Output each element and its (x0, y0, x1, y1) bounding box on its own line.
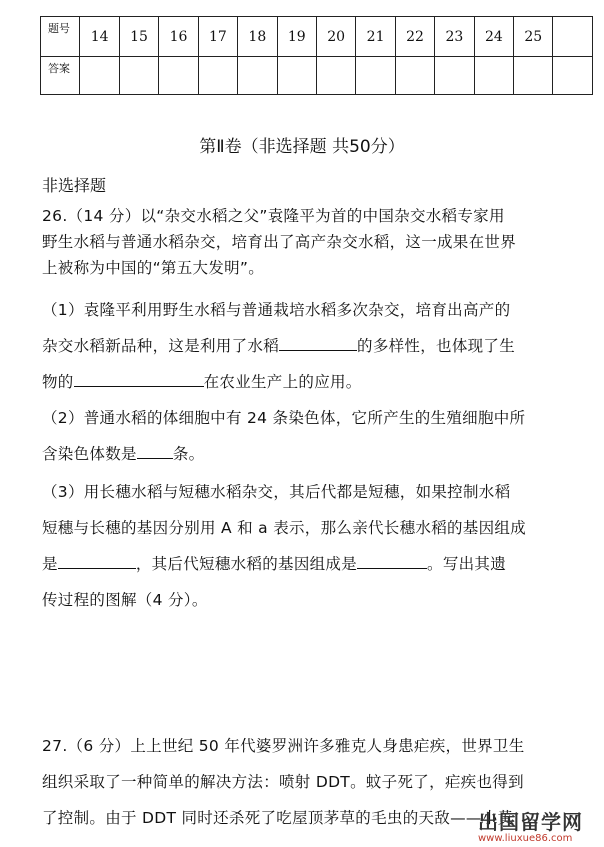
question-number: 17 (198, 17, 237, 57)
q27-line: 组织采取了一种简单的解决方法：喷射 DDT。蚊子死了，疟疾也得到 (42, 773, 524, 791)
q26-line: 26.（14 分）以“杂交水稻之父”袁隆平为首的中国杂交水稻专家用 (42, 207, 505, 225)
text: 在农业生产上的应用。 (203, 373, 362, 391)
answer-cell[interactable] (514, 57, 553, 95)
question-number: 24 (474, 17, 513, 57)
q26-part2-line: （2）普通水稻的体细胞中有 24 条染色体，它所产生的生殖细胞中所 (42, 409, 526, 427)
logo-text: 出国留学网 (478, 810, 583, 834)
fill-blank[interactable] (279, 335, 357, 351)
answer-table (40, 16, 593, 95)
answer-cell[interactable] (316, 57, 355, 95)
q26-part3-line (42, 552, 506, 574)
answer-cell[interactable] (474, 57, 513, 95)
text: 含染色体数是 (42, 445, 137, 463)
q26-part3-line: 短穗与长穗的基因分别用 A 和 a 表示，那么亲代长穗水稻的基因组成 (42, 519, 527, 537)
row-label-answer: 答案 (41, 57, 80, 95)
answer-cell[interactable] (80, 57, 119, 95)
q26-part3-line: 传过程的图解（4 分）。 (42, 591, 208, 609)
text: 是 (42, 555, 58, 573)
answer-cell[interactable] (198, 57, 237, 95)
question-number: 18 (238, 17, 277, 57)
answer-cell[interactable] (159, 57, 198, 95)
fill-blank[interactable] (74, 371, 204, 387)
answer-cell[interactable] (119, 57, 158, 95)
text: 物的 (42, 373, 74, 391)
question-number: 14 (80, 17, 119, 57)
q26-part2-line (42, 442, 204, 464)
text: 的多样性，也体现了生 (357, 337, 516, 355)
q26-part3-line: （3）用长穗水稻与短穗水稻杂交，其后代都是短穗，如果控制水稻 (42, 483, 511, 501)
q26-line: 上被称为中国的“第五大发明”。 (42, 259, 265, 277)
fill-blank[interactable] (58, 553, 136, 569)
question-number: 21 (356, 17, 395, 57)
q26-part1-line (42, 334, 515, 356)
q26-part1-line (42, 370, 362, 392)
answer-cell[interactable] (395, 57, 434, 95)
q27-line: 27.（6 分）上上世纪 50 年代婆罗洲许多雅克人身患疟疾，世界卫生 (42, 737, 525, 755)
question-number: 15 (119, 17, 158, 57)
answer-cell[interactable] (435, 57, 474, 95)
text: 。写出其遗 (427, 555, 507, 573)
answer-row (41, 57, 593, 95)
fill-blank[interactable] (137, 443, 173, 459)
answer-cell[interactable] (277, 57, 316, 95)
section-title: 第Ⅱ卷（非选择题 共50分） (199, 137, 405, 157)
question-number: 19 (277, 17, 316, 57)
question-number: 16 (159, 17, 198, 57)
q26-part1-line: （1）袁隆平利用野生水稻与普通栽培水稻多次杂交，培育出高产的 (42, 301, 511, 319)
question-number: 23 (435, 17, 474, 57)
text: 条。 (172, 445, 205, 463)
q26-line: 野生水稻与普通水稻杂交，培育出了高产杂交水稻，这一成果在世界 (42, 233, 517, 251)
question-number-row (41, 17, 593, 57)
question-number: 25 (514, 17, 553, 57)
answer-cell[interactable] (553, 57, 593, 95)
row-label-number: 题号 (41, 17, 80, 57)
site-watermark-logo (478, 806, 600, 844)
q27-line: 了控制。由于 DDT 同时还杀死了吃屋顶茅草的毛虫的天敌——小黄 (42, 809, 514, 827)
fill-blank[interactable] (357, 553, 427, 569)
answer-cell[interactable] (356, 57, 395, 95)
text: ，其后代短穗水稻的基因组成是 (135, 555, 358, 573)
sub-heading: 非选择题 (42, 176, 107, 195)
question-number: 22 (395, 17, 434, 57)
answer-cell[interactable] (238, 57, 277, 95)
logo-url: www.liuxue86.com (478, 833, 573, 844)
question-number: 20 (316, 17, 355, 57)
empty-cell (553, 17, 593, 57)
text: 杂交水稻新品种，这是利用了水稻 (42, 337, 280, 355)
